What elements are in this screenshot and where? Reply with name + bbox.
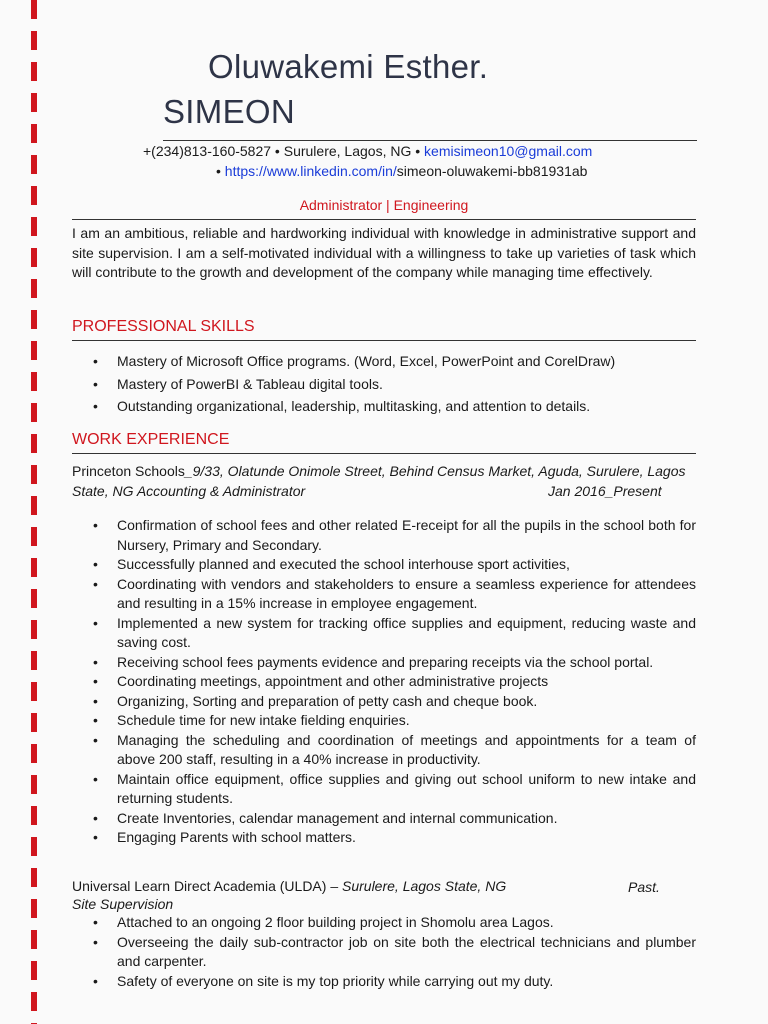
job2-title: Site Supervision bbox=[72, 896, 174, 912]
job2-dates: Past. bbox=[628, 879, 660, 895]
skills-list bbox=[72, 350, 696, 418]
job2-header bbox=[72, 876, 506, 896]
work-divider bbox=[72, 453, 696, 454]
list-item: • Mastery of PowerBI & Tableau digital tools. bbox=[72, 373, 696, 396]
role-title: Administrator | Engineering bbox=[299, 197, 469, 213]
job2-duties bbox=[72, 913, 696, 991]
list-item: • Successfully planned and executed the school interhouse sport activities, bbox=[72, 555, 696, 575]
list-item: • Confirmation of school fees and other related E-receipt for all the pupils in the school both for Nursery, Primary and Secondary. bbox=[72, 516, 696, 555]
list-item: • Implemented a new system for tracking office supplies and equipment, reducing waste and saving cost. bbox=[72, 614, 696, 653]
job2-location: – Surulere, Lagos State, NG bbox=[326, 878, 507, 894]
name-first: Oluwakemi Esther. bbox=[208, 48, 489, 85]
list-item: • Receiving school fees payments evidence and preparing receipts via the school portal. bbox=[72, 653, 696, 673]
list-item: • Mastery of Microsoft Office programs. (Word, Excel, PowerPoint and CorelDraw) bbox=[72, 350, 696, 373]
list-item: • Outstanding organizational, leadership, multitasking, and attention to details. bbox=[72, 395, 696, 418]
list-item: • Overseeing the daily sub-contractor job on site both the electrical technicians and plumber and carpenter. bbox=[72, 933, 696, 972]
linkedin-bullet: • bbox=[216, 163, 225, 179]
linkedin-handle: simeon-oluwakemi-bb81931ab bbox=[396, 163, 588, 179]
skills-divider bbox=[72, 340, 696, 341]
job1-title: Accounting & Administrator bbox=[136, 483, 306, 499]
work-heading: WORK EXPERIENCE bbox=[72, 431, 230, 448]
list-item: • Coordinating with vendors and stakeholders to ensure a seamless experience for attendees and resulting in a 15% increase in employee engagement. bbox=[72, 575, 696, 614]
job1-address-cont: State, NG bbox=[72, 483, 137, 499]
list-item: • Safety of everyone on site is my top priority while carrying out my duty. bbox=[72, 972, 696, 992]
job1-dates: Jan 2016_Present bbox=[548, 483, 662, 499]
linkedin-link[interactable]: https://www.linkedin.com/in/ bbox=[224, 163, 397, 179]
job1-employer: Princeton Schools bbox=[72, 463, 185, 479]
contact-line bbox=[143, 143, 592, 159]
list-item: • Organizing, Sorting and preparation of petty cash and cheque book. bbox=[72, 692, 696, 712]
list-item: • Maintain office equipment, office supplies and giving out school uniform to new intake and returning students. bbox=[72, 770, 696, 809]
header-divider bbox=[163, 140, 697, 141]
list-item: • Managing the scheduling and coordination of meetings and appointments for a team of above 200 staff, resulting in a 40% increase in productivity. bbox=[72, 731, 696, 770]
email-link[interactable]: kemisimeon10@gmail.com bbox=[424, 143, 593, 159]
list-item: • Coordinating meetings, appointment and other administrative projects bbox=[72, 672, 696, 692]
list-item: • Engaging Parents with school matters. bbox=[72, 828, 696, 848]
summary-text: I am an ambitious, reliable and hardworking individual with knowledge in administrative support and site supervision. I am a self-motivated individual with a willingness to take up varieties of task which will contribute to the growth and development of the company while managing time effectively. bbox=[72, 225, 696, 280]
skills-heading: PROFESSIONAL SKILLS bbox=[72, 318, 255, 335]
phone-location: +(234)813-160-5827 • Surulere, Lagos, NG • bbox=[143, 143, 425, 159]
list-item: • Schedule time for new intake fielding enquiries. bbox=[72, 711, 696, 731]
role-divider bbox=[72, 219, 696, 220]
job2-employer: Universal Learn Direct Academia (ULDA) bbox=[72, 878, 327, 894]
job1-address: _9/33, Olatunde Onimole Street, Behind Census Market, Aguda, Surulere, Lagos bbox=[184, 463, 686, 479]
red-dashed-border bbox=[31, 0, 37, 1024]
job1-duties bbox=[72, 516, 696, 848]
list-item: • Create Inventories, calendar management and internal communication. bbox=[72, 809, 696, 829]
name-last: SIMEON bbox=[163, 93, 295, 130]
linkedin-line bbox=[216, 163, 587, 179]
list-item: • Attached to an ongoing 2 floor building project in Shomolu area Lagos. bbox=[72, 913, 696, 933]
